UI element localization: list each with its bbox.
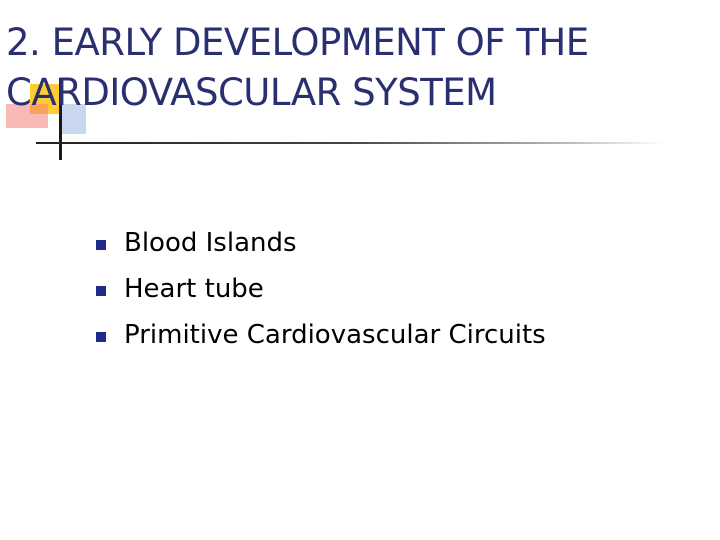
bullet-text: Primitive Cardiovascular Circuits (124, 320, 546, 350)
square-bullet-icon (96, 286, 106, 296)
bullet-list (96, 220, 546, 358)
square-bullet-icon (96, 240, 106, 250)
bullet-text: Blood Islands (124, 228, 297, 258)
title-underline-divider (36, 142, 664, 144)
slide-title-line-2: CARDIOVASCULAR SYSTEM (6, 71, 497, 114)
bullet-text: Heart tube (124, 274, 264, 304)
square-bullet-icon (96, 332, 106, 342)
bullet-item (96, 266, 546, 312)
bullet-item (96, 220, 546, 266)
slide-title-line-1: 2. EARLY DEVELOPMENT OF THE (6, 21, 589, 64)
slide-title (6, 18, 589, 118)
bullet-item (96, 312, 546, 358)
